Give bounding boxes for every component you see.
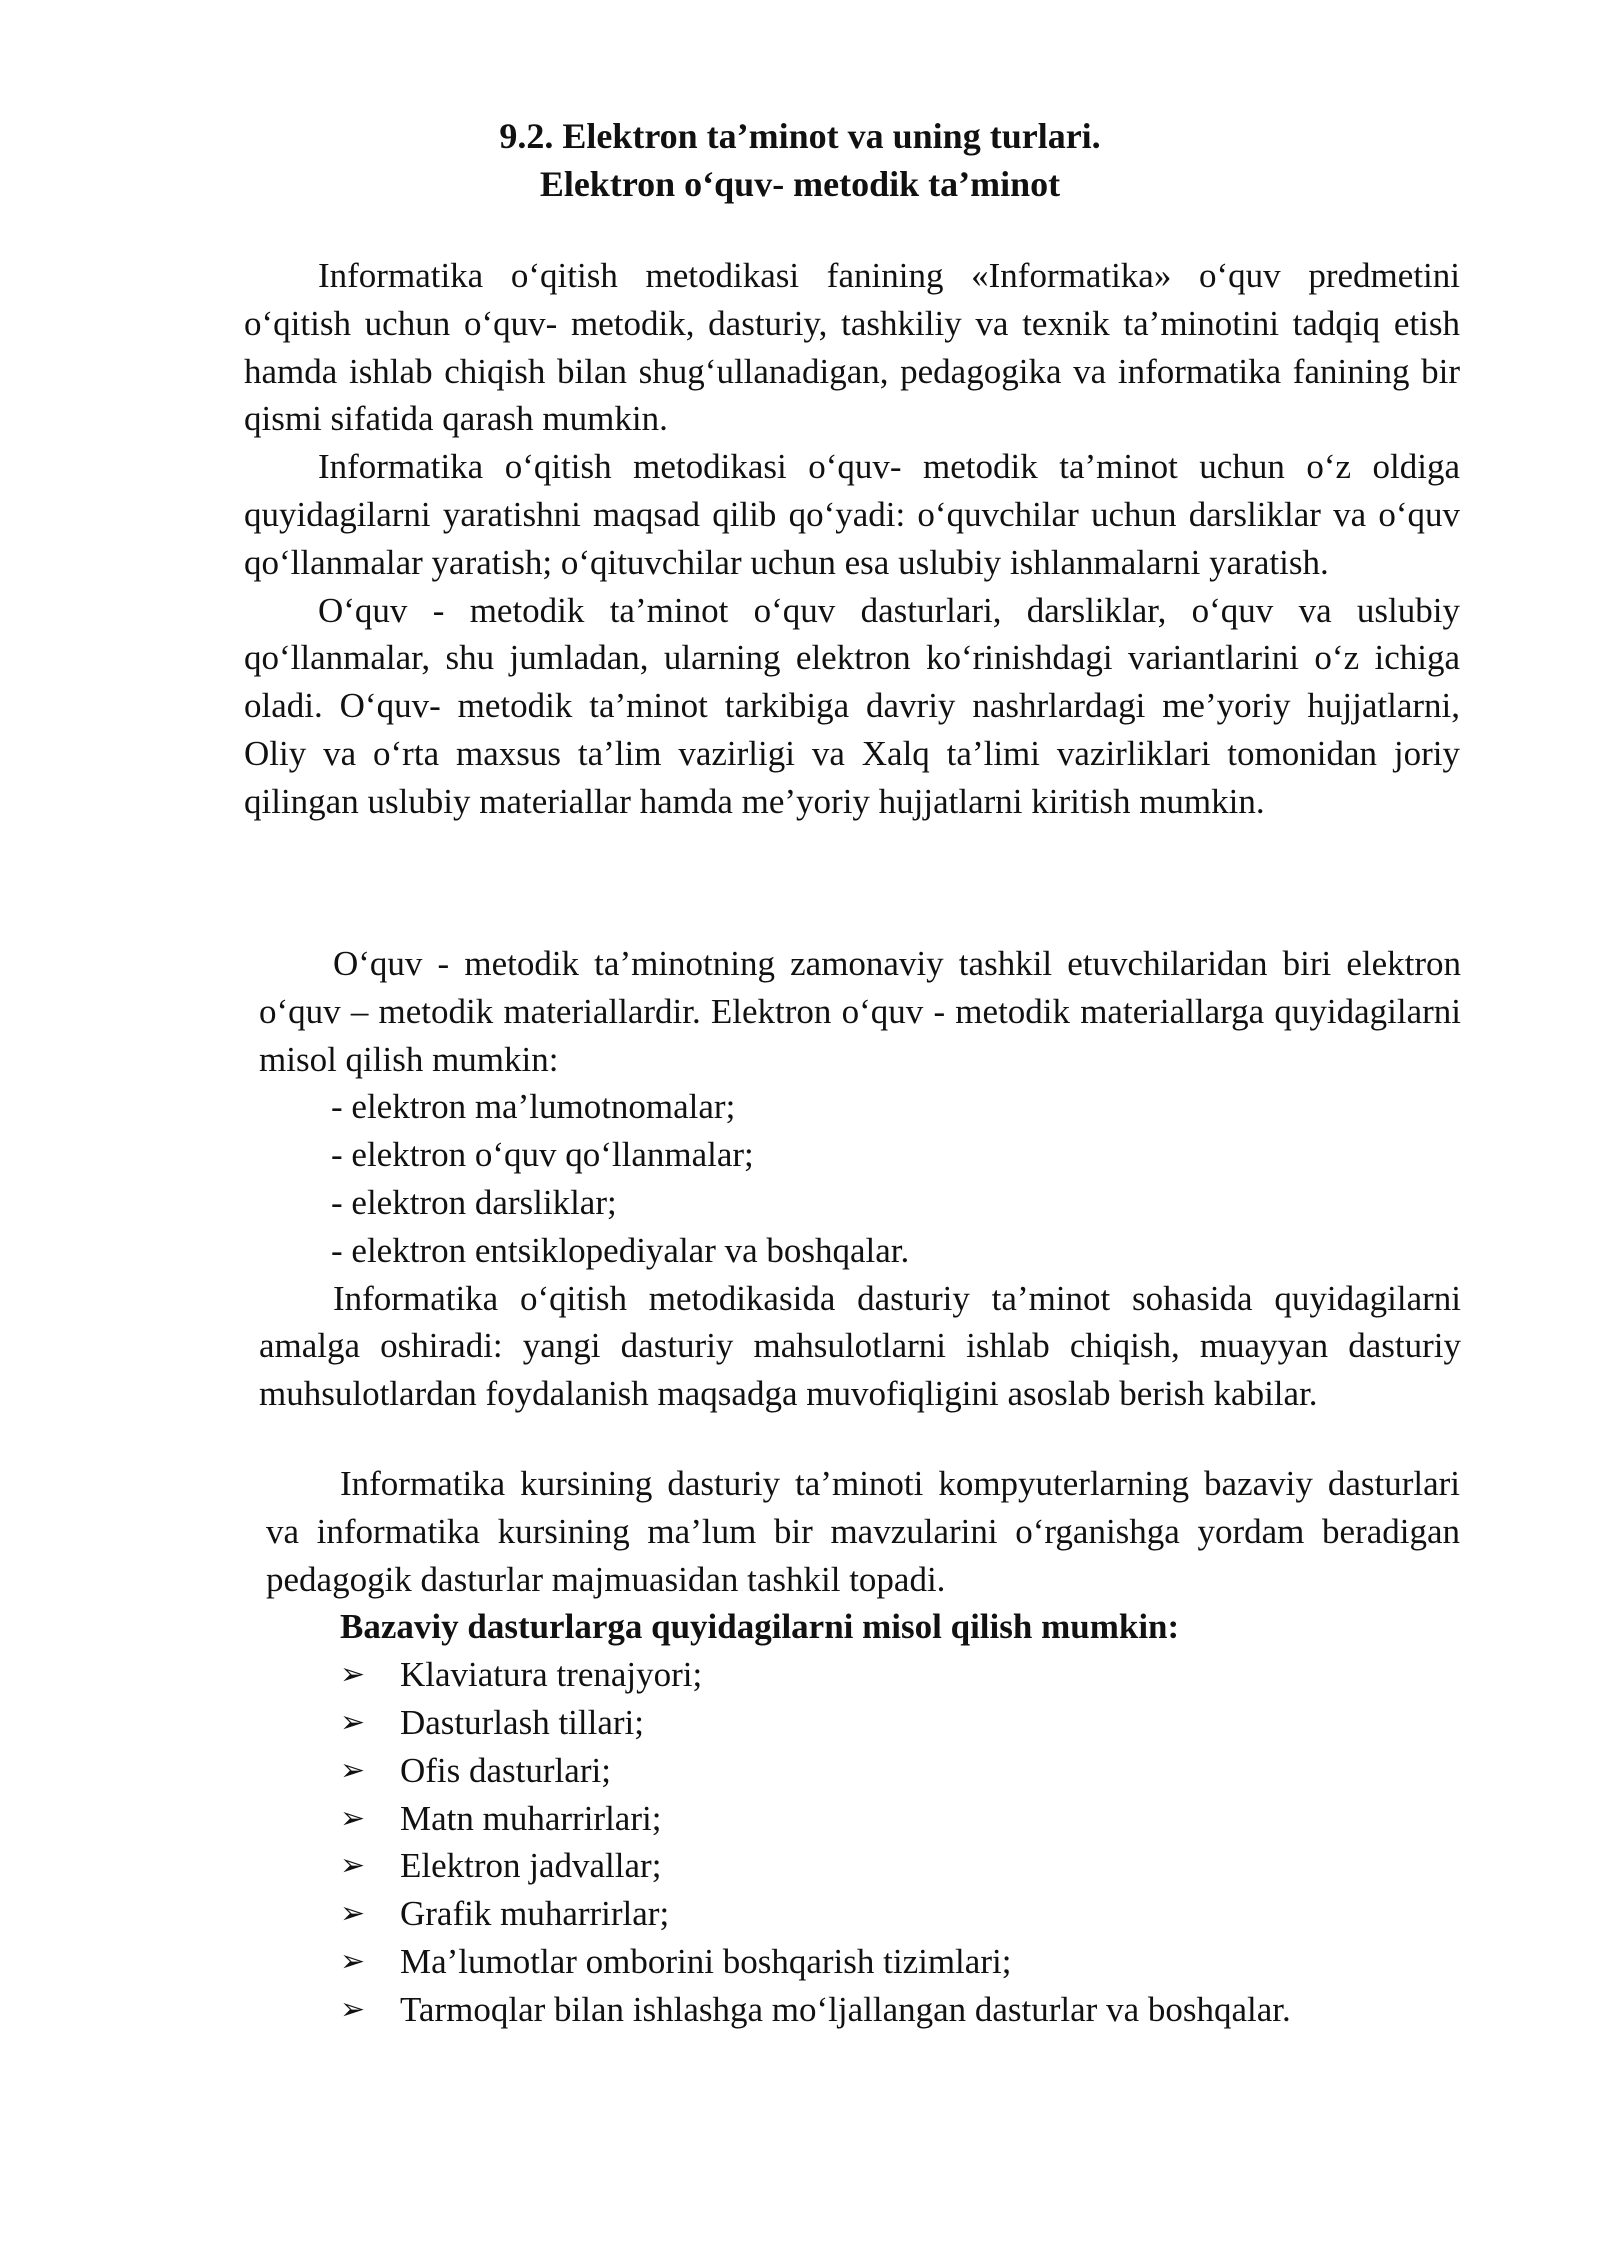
- arrow-list-item: [340, 1890, 1460, 1938]
- text-block-3: [266, 1460, 1460, 2034]
- list-heading: Bazaviy dasturlarga quyidagilarni misol qilish mumkin:: [340, 1607, 1180, 1647]
- arrow-bullet-icon: ➢: [340, 1704, 366, 1740]
- section-title: 9.2. Elektron ta’minot va uning turlari.: [499, 116, 1101, 156]
- arrow-list-item: [340, 1938, 1460, 1986]
- arrow-bullet-icon: ➢: [340, 1896, 366, 1932]
- arrow-bullet-icon: ➢: [340, 1752, 366, 1788]
- section-subtitle: Elektron o‘quv- metodik ta’minot: [539, 164, 1061, 204]
- arrow-list-item: [340, 1651, 1460, 1699]
- dash-list-item: - elektron o‘quv qo‘llanmalar;: [331, 1135, 754, 1175]
- arrow-list-item: [340, 1747, 1460, 1795]
- paragraph-5: Informatika o‘qitish metodikasida dasturiy ta’minot sohasida quyidagilarni amalga oshiradi: yangi dasturiy mahsulotlarni ishlab chiqish, muayyan dasturiy muhsulotlardan foydalanish maqsadga muvofiqligini asoslab berish kabilar.: [259, 1278, 1461, 1414]
- dash-list: [259, 1083, 1461, 1274]
- arrow-list-text: Grafik muharrirlar;: [400, 1894, 670, 1934]
- arrow-list-text: Ma’lumotlar omborini boshqarish tizimlari;: [400, 1941, 1012, 1981]
- arrow-bullet-icon: ➢: [340, 1800, 366, 1836]
- dash-list-item: - elektron entsiklopediyalar va boshqalar.: [331, 1230, 910, 1270]
- arrow-list-text: Klaviatura trenajyori;: [400, 1655, 703, 1695]
- dash-list-item: - elektron ma’lumotnomalar;: [331, 1087, 736, 1127]
- arrow-list-item: [340, 1986, 1460, 2034]
- arrow-list-item: [340, 1842, 1460, 1890]
- arrow-list: [266, 1651, 1460, 2033]
- paragraph-1: Informatika o‘qitish metodikasi fanining «Informatika» o‘quv predmetini o‘qitish uchun o‘quv- metodik, dasturiy, tashkiliy va texnik ta’minotini tadqiq etish hamda ishlab chiqish bilan shug‘ullanadigan, pedagogika va informatika fanining bir qismi sifatida qarash mumkin.: [244, 256, 1460, 439]
- arrow-list-text: Tarmoqlar bilan ishlashga mo‘ljallangan dasturlar va boshqalar.: [400, 1989, 1291, 2029]
- arrow-bullet-icon: ➢: [340, 1657, 366, 1693]
- arrow-list-item: [340, 1699, 1460, 1747]
- arrow-list-item: [340, 1795, 1460, 1843]
- arrow-bullet-icon: ➢: [340, 1943, 366, 1979]
- dash-list-item: - elektron darsliklar;: [331, 1182, 617, 1222]
- arrow-list-text: Elektron jadvallar;: [400, 1846, 662, 1886]
- arrow-list-text: Dasturlash tillari;: [400, 1702, 644, 1742]
- paragraph-2: Informatika o‘qitish metodikasi o‘quv- metodik ta’minot uchun o‘z oldiga quyidagilarni yaratishni maqsad qilib qo‘yadi: o‘quvchilar uchun darsliklar va o‘quv qo‘llanmalar yaratish; o‘qituvchilar uchun esa uslubiy ishlanmalarni yaratish.: [244, 447, 1460, 582]
- arrow-bullet-icon: ➢: [340, 1991, 366, 2027]
- text-block-2: [259, 940, 1461, 1418]
- arrow-list-text: Ofis dasturlari;: [400, 1750, 611, 1790]
- paragraph-3: O‘quv - metodik ta’minot o‘quv dasturlari, darsliklar, o‘quv va uslubiy qo‘llanmalar, shu jumladan, ularning elektron ko‘rinishdagi variantlarini o‘z ichiga oladi. O‘quv- metodik ta’minot tarkibiga davriy nashrlardagi me’yoriy hujjatlarni, Oliy va o‘rta maxsus ta’lim vazirligi va Xalq ta’limi vazirliklari tomonidan joriy qilingan uslubiy materiallar hamda me’yoriy hujjatlarni kiritish mumkin.: [244, 590, 1460, 821]
- arrow-bullet-icon: ➢: [340, 1848, 366, 1884]
- text-block-1: [244, 252, 1460, 826]
- arrow-list-text: Matn muharrirlari;: [400, 1798, 662, 1838]
- paragraph-4: O‘quv - metodik ta’minotning zamonaviy tashkil etuvchilaridan biri elektron o‘quv – metodik materiallardir. Elektron o‘quv - metodik materiallarga quyidagilarni misol qilish mumkin:: [259, 944, 1461, 1079]
- paragraph-6: Informatika kursining dasturiy ta’minoti kompyuterlarning bazaviy dasturlari va informatika kursining ma’lum bir mavzularini o‘rganishga yordam beradigan pedagogik dasturlar majmuasidan tashkil topadi.: [266, 1464, 1460, 1599]
